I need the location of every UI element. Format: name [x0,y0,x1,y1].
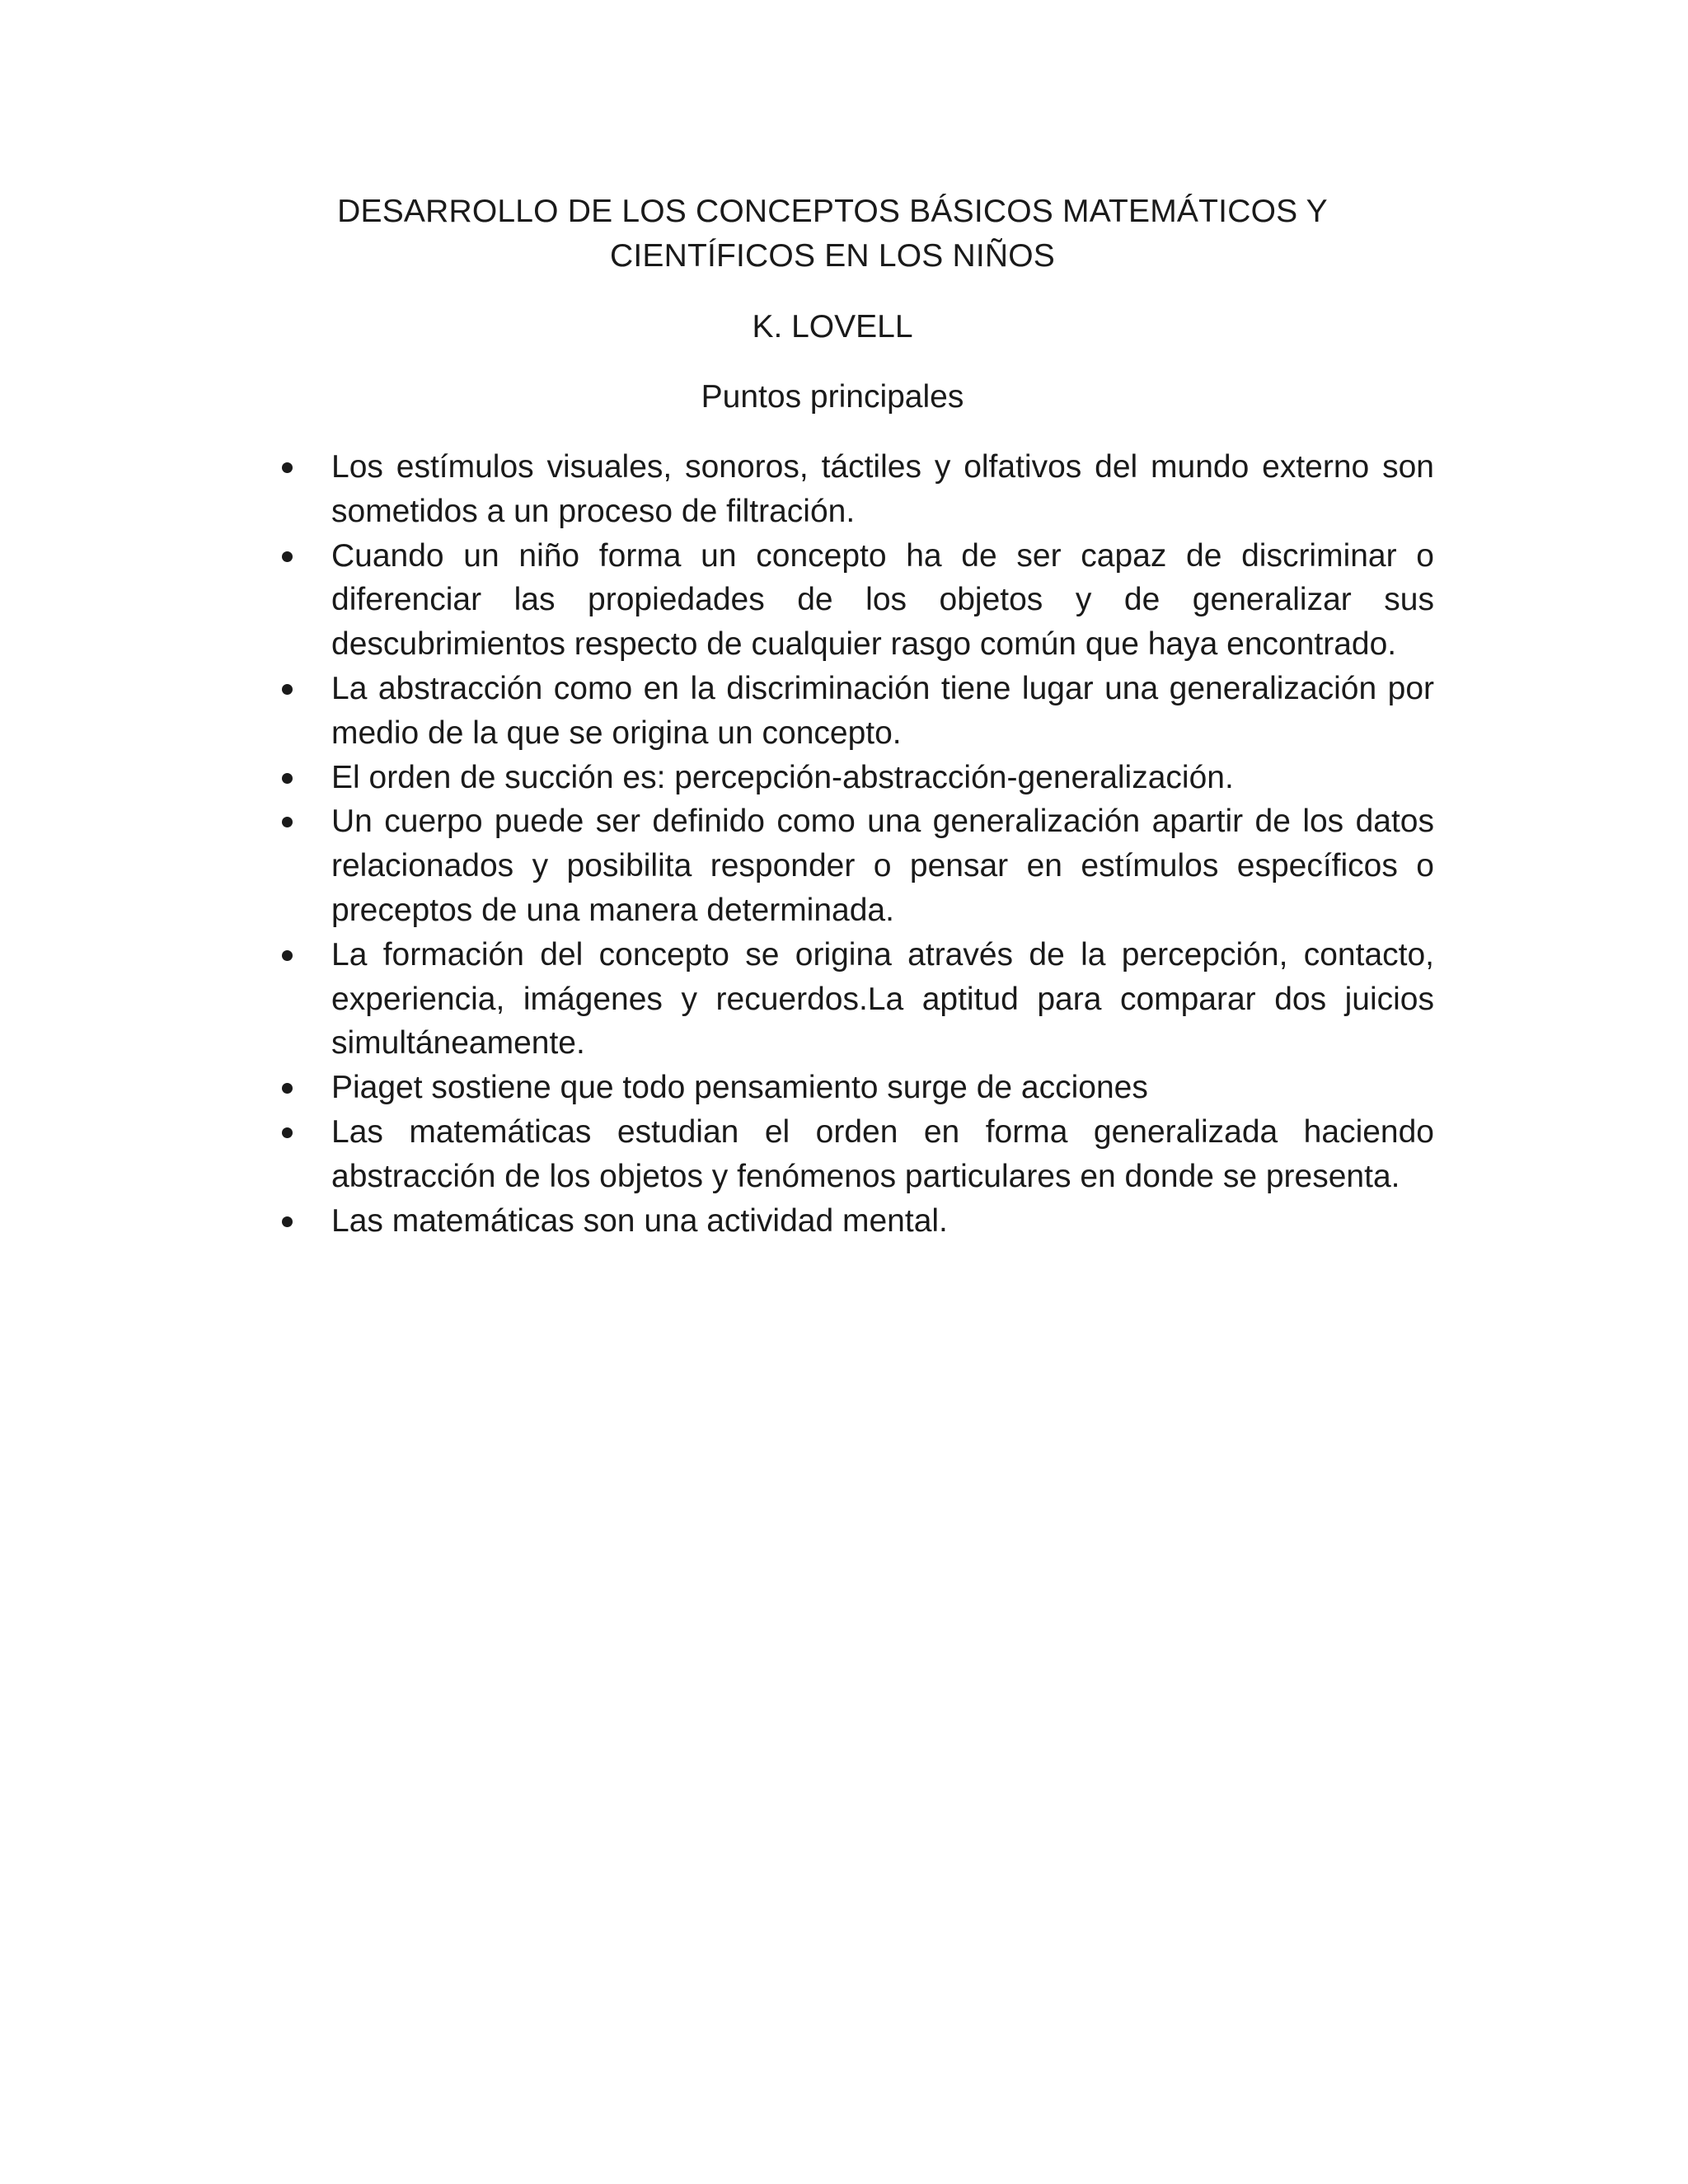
title-line-2: CIENTÍFICOS EN LOS NIÑOS [609,238,1056,274]
main-points-list [272,445,1434,1243]
list-item [272,1066,1434,1110]
list-item [272,933,1434,1066]
list-item-text: El orden de succión es: percepción-abstracción-generalización. [331,759,1234,795]
bullet-icon [282,1216,293,1227]
list-item-text: Piaget sostiene que todo pensamiento surge de acciones [331,1070,1148,1106]
bullet-icon [282,684,293,695]
list-item [272,799,1434,932]
list-item-text: Los estímulos visuales, sonoros, táctiles y olfativos del mundo externo son sometidos a un proceso de filtración. [331,449,1434,529]
list-item [272,756,1434,800]
section-subtitle: Puntos principales [701,379,964,415]
list-item-text: Las matemáticas son una actividad mental. [331,1202,948,1239]
list-item [272,1110,1434,1199]
bullet-icon [282,1127,293,1138]
list-item-text: Un cuerpo puede ser definido como una generalización apartir de los datos relacionados y posibilita responder o pensar en estímulos específicos o preceptos de una manera determinada. [331,804,1434,928]
bullet-icon [282,1083,293,1094]
bullet-icon [282,817,293,827]
list-item-text: Las matemáticas estudian el orden en forma generalizada haciendo abstracción de los objetos y fenómenos particulares en donde se presenta. [331,1113,1434,1194]
title-line-1: DESARROLLO DE LOS CONCEPTOS BÁSICOS MATEMÁTICOS Y [337,194,1328,229]
bullet-icon [282,773,293,784]
list-item [272,534,1434,667]
list-item [272,1199,1434,1244]
list-item [272,667,1434,756]
document-title [272,190,1393,279]
list-item-text: Cuando un niño forma un concepto ha de ser capaz de discriminar o diferenciar las propiedades de los objetos y de generalizar sus descubrimientos respecto de cualquier rasgo común que haya encontrado. [331,537,1434,663]
list-item-text: La formación del concepto se origina através de la percepción, contacto, experiencia, imágenes y recuerdos.La aptitud para comparar dos juicios simultáneamente. [331,936,1434,1062]
list-item [272,445,1434,534]
bullet-icon [282,462,293,473]
list-item-text: La abstracción como en la discriminación tiene lugar una generalización por medio de la que se origina un concepto. [331,670,1434,751]
bullet-icon [282,551,293,562]
bullet-icon [282,950,293,961]
author-name: K. LOVELL [752,309,913,344]
